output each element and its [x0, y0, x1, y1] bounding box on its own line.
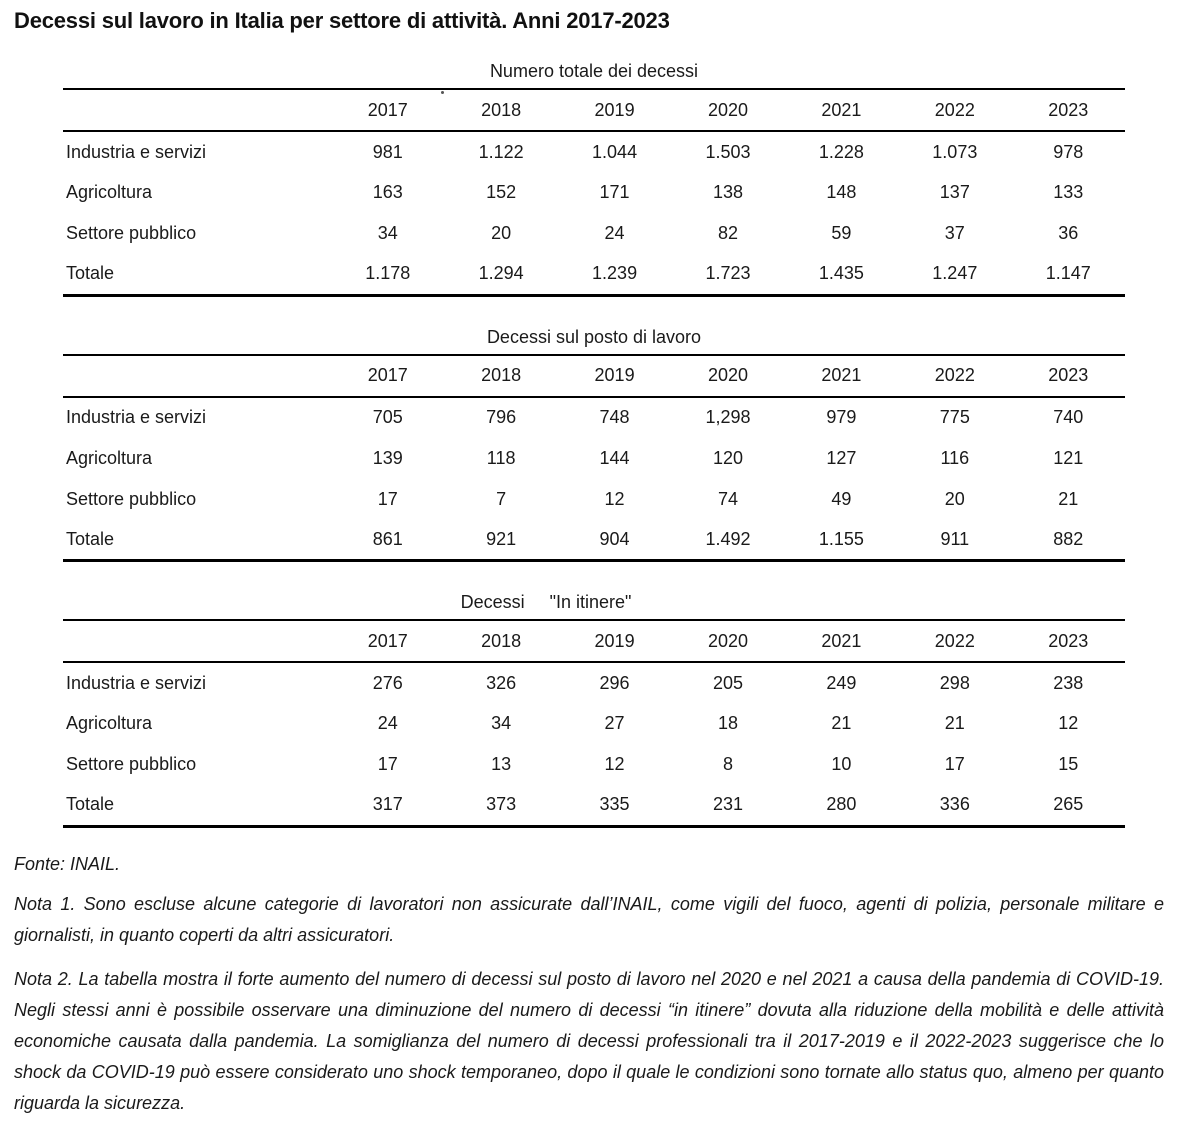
value-cell: 20 — [491, 223, 512, 243]
table-row — [63, 479, 1125, 520]
value-cell: 24 — [377, 713, 398, 733]
value-cell: 326 — [486, 672, 517, 693]
year-header: 2018 — [481, 99, 522, 120]
table-header — [63, 89, 1125, 131]
year-header: 2018 — [481, 630, 522, 651]
value-cell: 20 — [944, 488, 965, 509]
note-2: Nota 2. La tabella mostra il forte aumento del numero di decessi sul posto di lavoro nel 2020 e nel 2021 a causa della pandemia di COVID-19. Negli stessi anni è possibile osservare una diminuzione del numero di decessi “in itinere” dovuta alla riduzione della mobilità e delle attività economiche causata dalla pandemia. La somiglianza del numero di decessi professionali tra il 2017-2019 e il 2022-2023 suggerisce che lo shock da COVID-19 può essere considerato uno shock temporaneo, dopo il quale le condizioni sono tornate allo status quo, almeno per quanto riguarda la sicurezza. — [14, 968, 1164, 1113]
table-row — [63, 172, 1125, 213]
value-cell: 116 — [940, 447, 970, 468]
table-row — [63, 703, 1125, 744]
value-cell: 17 — [377, 488, 398, 509]
value-cell: 10 — [831, 754, 852, 774]
value-cell: 8 — [722, 754, 733, 774]
value-cell: 37 — [944, 223, 965, 243]
value-cell: 336 — [939, 794, 970, 815]
table-section-total-deaths — [63, 60, 1125, 297]
table-body — [63, 662, 1125, 826]
value-cell: 27 — [604, 713, 625, 733]
value-cell: 34 — [377, 223, 398, 243]
value-cell: 911 — [940, 528, 970, 549]
year-header: 2019 — [594, 365, 635, 385]
value-cell: 981 — [372, 141, 403, 162]
value-cell: 1.247 — [932, 263, 978, 284]
value-cell: 705 — [372, 407, 403, 427]
value-cell: 7 — [496, 488, 507, 509]
value-cell: 139 — [372, 447, 403, 468]
table-row — [63, 397, 1125, 438]
stray-mark — [441, 91, 444, 94]
table-body — [63, 131, 1125, 295]
notes-section — [14, 852, 1164, 1119]
year-header: 2017 — [367, 365, 408, 385]
value-cell: 276 — [372, 672, 403, 693]
value-cell: 296 — [599, 672, 630, 693]
table-row — [63, 744, 1125, 785]
row-label: Totale — [66, 794, 115, 815]
value-cell: 152 — [486, 182, 517, 202]
value-cell: 231 — [712, 794, 743, 815]
row-label: Settore pubblico — [66, 754, 197, 774]
year-header: 2020 — [707, 99, 748, 120]
value-cell: 137 — [939, 182, 970, 202]
table-row — [63, 662, 1125, 703]
value-cell: 12 — [604, 488, 625, 509]
value-cell: 1.178 — [365, 263, 411, 284]
table-row — [63, 254, 1125, 295]
row-label: Totale — [66, 528, 115, 549]
value-cell: 49 — [831, 488, 852, 509]
value-cell: 280 — [826, 794, 857, 815]
value-cell: 24 — [604, 223, 625, 243]
value-cell: 238 — [1053, 672, 1084, 693]
value-cell: 740 — [1053, 407, 1084, 427]
year-header-row — [63, 355, 1125, 397]
table-row — [63, 520, 1125, 561]
value-cell: 904 — [599, 528, 630, 549]
row-label-spacer — [63, 89, 331, 131]
year-header: 2019 — [594, 630, 635, 651]
table-row — [63, 131, 1125, 172]
value-cell: 21 — [831, 713, 852, 733]
year-header-row — [63, 620, 1125, 662]
value-cell: 74 — [717, 488, 738, 509]
value-cell: 21 — [1058, 488, 1079, 509]
value-cell: 133 — [1053, 182, 1084, 202]
value-cell: 34 — [491, 713, 512, 733]
value-cell: 298 — [939, 672, 970, 693]
commuting-deaths-table — [63, 619, 1125, 828]
value-cell: 17 — [944, 754, 965, 774]
year-header: 2021 — [821, 630, 862, 651]
table-header — [63, 355, 1125, 397]
row-label: Agricoltura — [66, 182, 153, 202]
value-cell: 882 — [1053, 528, 1084, 549]
value-cell: 1.073 — [932, 141, 978, 162]
year-header: 2019 — [594, 99, 635, 120]
year-header: 2021 — [821, 365, 862, 385]
value-cell: 205 — [712, 672, 743, 693]
value-cell: 138 — [712, 182, 743, 202]
value-cell: 921 — [486, 528, 517, 549]
value-cell: 1.122 — [478, 141, 524, 162]
page-title: Decessi sul lavoro in Italia per settore di attività. Anni 2017-2023 — [14, 8, 670, 33]
value-cell: 979 — [826, 407, 857, 427]
value-cell: 1.239 — [592, 263, 638, 284]
row-label: Agricoltura — [66, 447, 153, 468]
table-section-workplace-deaths — [63, 326, 1125, 563]
year-header: 2020 — [707, 630, 748, 651]
note-1: Nota 1. Sono escluse alcune categorie di lavoratori non assicurate dall’INAIL, come vigili del fuoco, agenti di polizia, personale militare e giornalisti, in quanto coperti da altri assicuratori. — [14, 893, 1164, 945]
year-header-row — [63, 89, 1125, 131]
value-cell: 12 — [1058, 713, 1079, 733]
value-cell: 775 — [939, 407, 970, 427]
value-cell: 1.435 — [818, 263, 864, 284]
year-header: 2022 — [934, 630, 975, 651]
year-header: 2017 — [367, 630, 408, 651]
table-row — [63, 438, 1125, 479]
value-cell: 144 — [599, 447, 630, 468]
value-cell: 36 — [1058, 223, 1079, 243]
source-note: Fonte: INAIL. — [14, 853, 121, 874]
row-label: Industria e servizi — [66, 141, 207, 162]
value-cell: 21 — [944, 713, 965, 733]
value-cell: 1.228 — [818, 141, 864, 162]
table-row — [63, 213, 1125, 254]
row-label-spacer — [63, 355, 331, 397]
value-cell: 1,298 — [705, 407, 751, 427]
value-cell: 1.294 — [478, 263, 524, 284]
value-cell: 1.492 — [705, 528, 751, 549]
value-cell: 120 — [712, 447, 743, 468]
year-header: 2023 — [1048, 365, 1089, 385]
year-header: 2022 — [934, 99, 975, 120]
value-cell: 335 — [599, 794, 630, 815]
table-caption: Decessi "In itinere" — [460, 592, 632, 612]
table-header — [63, 620, 1125, 662]
year-header: 2021 — [821, 99, 862, 120]
value-cell: 171 — [599, 182, 630, 202]
value-cell: 127 — [826, 447, 857, 468]
value-cell: 317 — [372, 794, 403, 815]
value-cell: 249 — [826, 672, 857, 693]
table-body — [63, 397, 1125, 561]
value-cell: 12 — [604, 754, 625, 774]
value-cell: 373 — [486, 794, 517, 815]
row-label-spacer — [63, 620, 331, 662]
value-cell: 163 — [372, 182, 403, 202]
value-cell: 265 — [1053, 794, 1084, 815]
total-deaths-table — [63, 88, 1125, 297]
workplace-deaths-table — [63, 354, 1125, 563]
value-cell: 59 — [831, 223, 852, 243]
year-header: 2023 — [1048, 99, 1089, 120]
row-label: Industria e servizi — [66, 407, 207, 427]
year-header: 2020 — [707, 365, 748, 385]
table-caption: Numero totale dei decessi — [489, 61, 699, 81]
value-cell: 82 — [717, 223, 738, 243]
year-header: 2022 — [934, 365, 975, 385]
value-cell: 148 — [826, 182, 857, 202]
value-cell: 796 — [486, 407, 517, 427]
row-label: Agricoltura — [66, 713, 153, 733]
value-cell: 121 — [1053, 447, 1084, 468]
value-cell: 1.723 — [705, 263, 751, 284]
year-header: 2023 — [1048, 630, 1089, 651]
value-cell: 18 — [717, 713, 738, 733]
row-label: Settore pubblico — [66, 488, 197, 509]
table-section-commuting-deaths — [63, 591, 1125, 828]
row-label: Totale — [66, 263, 115, 284]
year-header: 2017 — [367, 99, 408, 120]
value-cell: 15 — [1058, 754, 1079, 774]
value-cell: 978 — [1053, 141, 1084, 162]
value-cell: 1.044 — [592, 141, 638, 162]
value-cell: 118 — [486, 447, 516, 468]
table-row — [63, 785, 1125, 826]
table-caption: Decessi sul posto di lavoro — [486, 326, 702, 347]
value-cell: 748 — [599, 407, 630, 427]
row-label: Industria e servizi — [66, 672, 207, 693]
value-cell: 1.503 — [705, 141, 751, 162]
value-cell: 17 — [377, 754, 398, 774]
year-header: 2018 — [481, 365, 522, 385]
row-label: Settore pubblico — [66, 223, 197, 243]
value-cell: 1.155 — [818, 528, 864, 549]
value-cell: 1.147 — [1045, 263, 1091, 284]
value-cell: 13 — [491, 754, 512, 774]
value-cell: 861 — [372, 528, 403, 549]
